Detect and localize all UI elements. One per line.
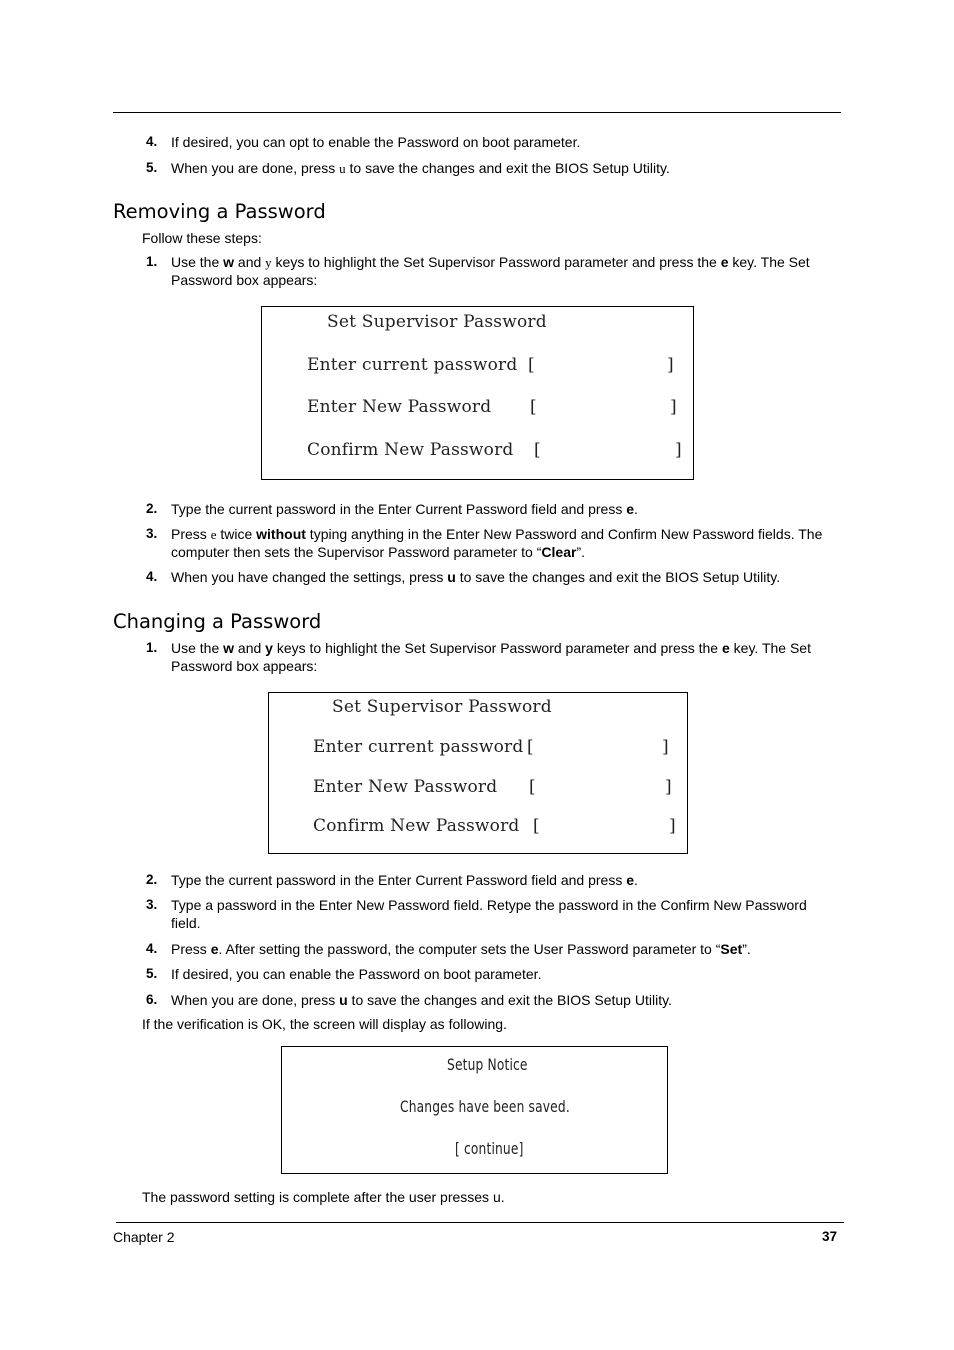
field-bracket-close: ] <box>669 816 676 836</box>
notice-message: Changes have been saved. <box>400 1097 570 1116</box>
enter-new-password-label: Enter New Password <box>313 777 498 797</box>
header-rule <box>113 112 841 113</box>
step-text: Type the current password in the Enter Current Password field and press e. <box>171 501 638 517</box>
step-number: 3. <box>146 897 158 912</box>
confirm-new-password-label: Confirm New Password <box>313 816 520 836</box>
section-heading-removing: Removing a Password <box>113 200 326 223</box>
continue-option: [ continue] <box>455 1139 524 1158</box>
step-text: If desired, you can opt to enable the Password on boot parameter. <box>171 134 581 150</box>
verification-text: If the verification is OK, the screen will display as following. <box>142 1016 507 1032</box>
intro-text: Follow these steps: <box>142 230 262 246</box>
step-number: 5. <box>146 966 158 981</box>
notice-title: Setup Notice <box>447 1055 528 1074</box>
step-number: 2. <box>146 872 158 887</box>
section-heading-changing: Changing a Password <box>113 610 322 633</box>
step-number: 2. <box>146 501 158 516</box>
step-number: 4. <box>146 569 158 584</box>
box-title: Set Supervisor Password <box>332 697 552 717</box>
step-text: Type a password in the Enter New Password field. Retype the password in the Confirm New Password <box>171 897 807 913</box>
step-text: Type the current password in the Enter Current Password field and press e. <box>171 872 638 888</box>
step-text: When you are done, press u to save the changes and exit the BIOS Setup Utility. <box>171 160 670 176</box>
set-supervisor-password-box <box>268 692 688 854</box>
step-number: 4. <box>146 134 158 149</box>
step-text-line2: Password box appears: <box>171 272 318 288</box>
box-title: Set Supervisor Password <box>327 312 547 332</box>
field-bracket-close: ] <box>670 397 677 417</box>
field-bracket-open: [ <box>533 816 540 836</box>
set-supervisor-password-box <box>261 306 694 480</box>
footer-chapter: Chapter 2 <box>113 1229 175 1245</box>
step-number: 5. <box>146 160 158 175</box>
setup-notice-box <box>281 1046 668 1174</box>
page-number: 37 <box>822 1229 838 1244</box>
field-bracket-close: ] <box>667 355 674 375</box>
footer-rule <box>116 1222 844 1223</box>
confirm-new-password-label: Confirm New Password <box>307 440 514 460</box>
step-text: When you have changed the settings, press u to save the changes and exit the BIOS Setup Utility. <box>171 569 781 585</box>
enter-current-password-label: Enter current password <box>313 737 524 757</box>
enter-new-password-label: Enter New Password <box>307 397 492 417</box>
field-bracket-open: [ <box>528 355 535 375</box>
step-text: Use the w and y keys to highlight the Set Supervisor Password parameter and press the e key. The Set <box>171 254 810 270</box>
step-text-line2: field. <box>171 915 201 931</box>
step-text: If desired, you can enable the Password on boot parameter. <box>171 966 542 982</box>
field-bracket-open: [ <box>529 777 536 797</box>
step-number: 1. <box>146 640 158 655</box>
step-number: 3. <box>146 526 158 541</box>
field-bracket-close: ] <box>665 777 672 797</box>
enter-current-password-label: Enter current password <box>307 355 518 375</box>
step-text-line2: computer then sets the Supervisor Password parameter to “Clear”. <box>171 544 585 560</box>
field-bracket-close: ] <box>675 440 682 460</box>
field-bracket-open: [ <box>534 440 541 460</box>
step-text-line2: Password box appears: <box>171 658 318 674</box>
step-number: 1. <box>146 254 158 269</box>
step-text: Use the w and y keys to highlight the Set Supervisor Password parameter and press the e key. The Set <box>171 640 811 656</box>
step-text: When you are done, press u to save the changes and exit the BIOS Setup Utility. <box>171 992 672 1008</box>
closing-text: The password setting is complete after the user presses u. <box>142 1189 505 1205</box>
step-number: 6. <box>146 992 158 1007</box>
field-bracket-open: [ <box>530 397 537 417</box>
field-bracket-close: ] <box>662 737 669 757</box>
field-bracket-open: [ <box>527 737 534 757</box>
step-number: 4. <box>146 941 158 956</box>
step-text: Press e. After setting the password, the computer sets the User Password parameter to “Set”. <box>171 941 751 957</box>
step-text: Press e twice without typing anything in the Enter New Password and Confirm New Password fields. The <box>171 526 823 542</box>
